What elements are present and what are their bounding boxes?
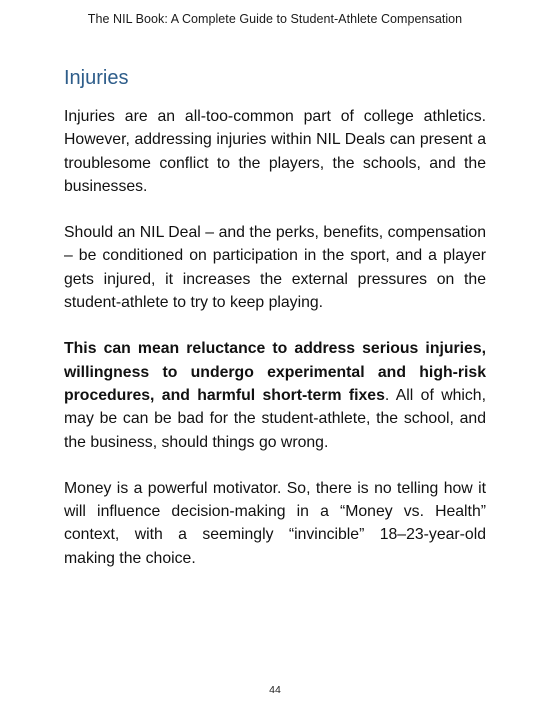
paragraph-reluctance-rest: . All of which, may be can be bad for the student-athlete, the school, and the business, should things go wrong. <box>64 386 486 451</box>
page-number: 44 <box>269 684 281 696</box>
paragraph-reluctance <box>64 337 486 453</box>
page-content <box>64 64 486 593</box>
section-heading: Injuries <box>64 67 129 89</box>
paragraph-reluctance-bold: This can mean reluctance to address serious injuries, willingness to undergo experimental and high-risk procedures, and harmful short-term fixes <box>64 340 486 404</box>
running-header: The NIL Book: A Complete Guide to Student-Athlete Compensation <box>87 12 463 26</box>
paragraph-intro: Injuries are an all-too-common part of college athletics. However, addressing injuries within NIL Deals can present a troublesome conflict to the players, the schools, and the businesses. <box>64 108 486 195</box>
paragraph-conditioned-deals: Should an NIL Deal – and the perks, benefits, compensation – be conditioned on participation in the sport, and a player gets injured, it increases the external pressures on the student-athlete to try to keep playing. <box>64 224 486 312</box>
paragraph-money-motivator: Money is a powerful motivator. So, there is no telling how it will influence decision-making in a “Money vs. Health” context, with a seemingly “invincible” 18–23-year-old making the choice. <box>64 479 486 567</box>
